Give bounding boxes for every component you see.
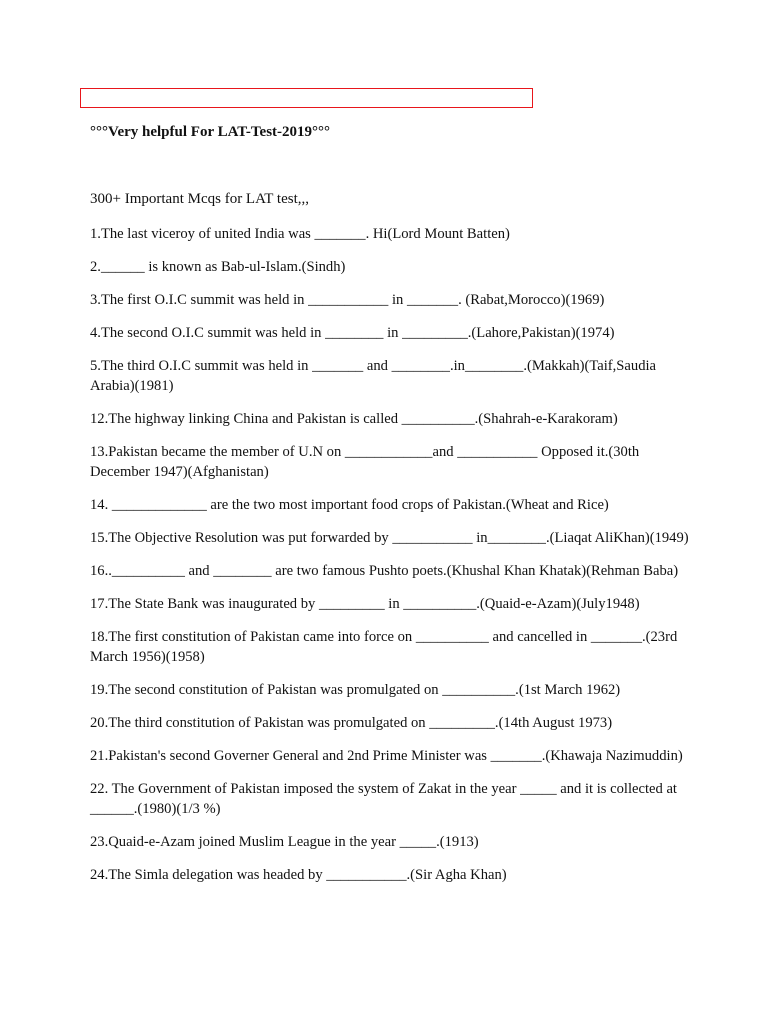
mcq-item: 22. The Government of Pakistan imposed the system of Zakat in the year _____ and it is collected at ______.(1980)(1/3 %)	[90, 781, 677, 817]
mcq-item: 13.Pakistan became the member of U.N on ____________and ___________ Opposed it.(30th December 1947)(Afghanistan)	[90, 444, 640, 480]
mcq-item: 4.The second O.I.C summit was held in ________ in _________.(Lahore,Pakistan)(1974)	[90, 325, 615, 341]
mcq-item: 5.The third O.I.C summit was held in _______ and ________.in________.(Makkah)(Taif,Saudia Arabia)(1981)	[90, 358, 657, 394]
mcq-item: 21.Pakistan's second Governer General and 2nd Prime Minister was _______.(Khawaja Nazimuddin)	[90, 748, 683, 764]
mcq-list	[90, 224, 690, 898]
mcq-item: 14. _____________ are the two most important food crops of Pakistan.(Wheat and Rice)	[90, 497, 609, 513]
mcq-item: 2.______ is known as Bab-ul-Islam.(Sindh)	[90, 259, 346, 275]
mcq-item: 18.The first constitution of Pakistan came into force on __________ and cancelled in _______.(23rd March 1956)(1958)	[90, 629, 678, 665]
mcq-item: 20.The third constitution of Pakistan was promulgated on _________.(14th August 1973)	[90, 715, 613, 731]
mcq-item: 16..__________ and ________ are two famous Pushto poets.(Khushal Khan Khatak)(Rehman Baba)	[90, 563, 679, 579]
mcq-item: 19.The second constitution of Pakistan was promulgated on __________.(1st March 1962)	[90, 682, 621, 698]
document-heading: °°°Very helpful For LAT-Test-2019°°°	[90, 124, 331, 140]
mcq-item: 17.The State Bank was inaugurated by _________ in __________.(Quaid-e-Azam)(July1948)	[90, 596, 640, 612]
mcq-item: 15.The Objective Resolution was put forwarded by ___________ in________.(Liaqat AliKhan)(1949)	[90, 530, 689, 546]
intro-line: 300+ Important Mcqs for LAT test,,,	[90, 191, 309, 207]
mcq-item: 24.The Simla delegation was headed by ___________.(Sir Agha Khan)	[90, 867, 507, 883]
mcq-item: 3.The first O.I.C summit was held in ___________ in _______. (Rabat,Morocco)(1969)	[90, 292, 605, 308]
mcq-item: 1.The last viceroy of united India was _______. Hi(Lord Mount Batten)	[90, 226, 510, 242]
mcq-item: 23.Quaid-e-Azam joined Muslim League in the year _____.(1913)	[90, 834, 479, 850]
mcq-item: 12.The highway linking China and Pakistan is called __________.(Shahrah-e-Karakoram)	[90, 411, 618, 427]
red-outline-box	[80, 88, 533, 108]
